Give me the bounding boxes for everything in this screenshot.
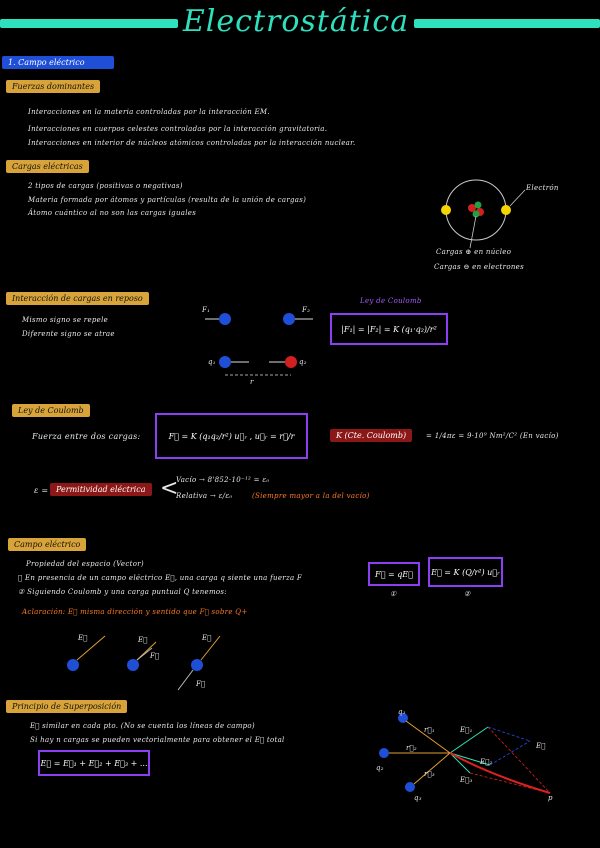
diagram-f1-label: F₁ (202, 306, 211, 314)
sup-p-label: p (548, 794, 553, 802)
sup-r3-label: r⃗₃ (424, 770, 435, 778)
campo-vec-f-3: F⃗ (196, 680, 206, 688)
title-bar-left (0, 19, 178, 28)
campo-line-1: Propiedad del espacio (Vector) (26, 560, 144, 568)
diagram-q2-label: q₂ (299, 358, 307, 366)
atom-electron-label: Electrón (526, 184, 559, 192)
campo-vec-e-3: E⃗ (202, 634, 212, 642)
fuerzas-line-3: Interacciones en interior de núcleos atómicos controladas por la interacción nuclear. (28, 139, 356, 147)
atom-electrons-label: Cargas ⊖ en electrones (434, 263, 524, 271)
sup-r1-label: r⃗₁ (424, 726, 435, 734)
epsilon-vacio: Vacío → 8'852·10⁻¹² = ε₀ (176, 476, 270, 484)
superposicion-line-2: Si hay n cargas se pueden vectorialmente para obtener el E⃗ total (30, 736, 285, 744)
sup-q2-label: q₂ (376, 764, 384, 772)
cargas-line-1: 2 tipos de cargas (positivas o negativas) (28, 182, 183, 190)
sup-e3-label: E⃗₃ (460, 776, 473, 784)
permitividad-tag: Permitividad eléctrica (50, 483, 152, 496)
coulomb-magnitude-formula: |F₁| = |F₂| = K (q₁·q₂)/r² (330, 313, 448, 345)
interaccion-rule-1: Mismo signo se repele (22, 316, 109, 324)
sup-q3-label: q₃ (414, 794, 422, 802)
coulomb-tag: Ley de Coulomb (12, 404, 90, 417)
interaccion-tag: Interacción de cargas en reposo (6, 292, 149, 305)
epsilon-relativa: Relativa → ε/ε₀ (176, 492, 233, 500)
title-bar-right (414, 19, 600, 28)
sup-r2-label: r⃗₂ (406, 744, 417, 752)
campo-formula-1-number: ① (390, 590, 397, 598)
campo-formula-2: E⃗ = K (Q/r²) u⃗ᵣ (428, 557, 503, 587)
page-title: Electrostática (182, 4, 410, 39)
superposicion-formula: E⃗ = E⃗₁ + E⃗₂ + E⃗₃ + ... (38, 750, 150, 776)
diagram-f2-label: F₂ (302, 306, 311, 314)
campo-note: Aclaración: E⃗ misma dirección y sentido que F⃗ sobre Q+ (22, 608, 248, 616)
epsilon-prefix: ε = (34, 486, 49, 495)
sup-e-label: E⃗ (536, 742, 546, 750)
epsilon-relativa-note: (Siempre mayor a la del vacío) (252, 492, 370, 500)
coulomb-vector-formula: F⃗ = K (q₁q₂/r²) u⃗ᵣ , u⃗ᵣ = r⃗/r (155, 413, 308, 459)
k-constant-tag: K (Cte. Coulomb) (330, 429, 412, 442)
cargas-line-2: Materia formada por átomos y partículas (resulta de la unión de cargas) (28, 196, 307, 204)
campo-line-2: ① En presencia de un campo eléctrico E⃗, una carga q siente una fuerza F (18, 574, 303, 582)
superposicion-tag: Principio de Superposición (6, 700, 127, 713)
campo-formula-1: F⃗ = qE⃗ (368, 562, 420, 586)
superposicion-diagram (370, 705, 570, 805)
ley-coulomb-small-label: Ley de Coulomb (360, 297, 422, 305)
cargas-tag: Cargas eléctricas (6, 160, 89, 173)
section-label-campo: 1. Campo eléctrico (2, 56, 114, 69)
sup-e1-label: E⃗₁ (460, 726, 473, 734)
sup-e2-label: E⃗₂ (480, 758, 493, 766)
fuerzas-line-1: Interacciones en la materia controladas por la interacción EM. (28, 108, 270, 116)
campo-vec-e-1: E⃗ (78, 634, 88, 642)
campo-vec-e-2: E⃗ (138, 636, 148, 644)
superposicion-line-1: E⃗ similar en cada pto. (No se cuenta los líneas de campo) (30, 722, 255, 730)
sup-q1-label: q₁ (398, 708, 406, 716)
campo-vec-f-2: F⃗ (150, 652, 160, 660)
coulomb-text: Fuerza entre dos cargas: (32, 432, 141, 441)
campo-tag: Campo eléctrico (8, 538, 86, 551)
campo-formula-2-number: ② (464, 590, 471, 598)
campo-line-3: ② Siguiendo Coulomb y una carga puntual Q tenemos: (18, 588, 227, 596)
cargas-line-3: Átomo cuántico al no son las cargas iguales (28, 209, 197, 217)
fuerzas-tag: Fuerzas dominantes (6, 80, 100, 93)
k-constant-value: = 1/4πε = 9·10⁹ Nm²/C² (En vacío) (426, 432, 559, 440)
diagram-r-label: r (250, 378, 254, 386)
fuerzas-line-2: Interacciones en cuerpos celestes controladas por la interacción gravitatoria. (28, 125, 328, 133)
atom-nucleus-label: Cargas ⊕ en núcleo (436, 248, 512, 256)
diagram-q1-label: q₁ (208, 358, 216, 366)
interaccion-rule-2: Diferente signo se atrae (22, 330, 115, 338)
epsilon-brace: < (160, 476, 179, 501)
